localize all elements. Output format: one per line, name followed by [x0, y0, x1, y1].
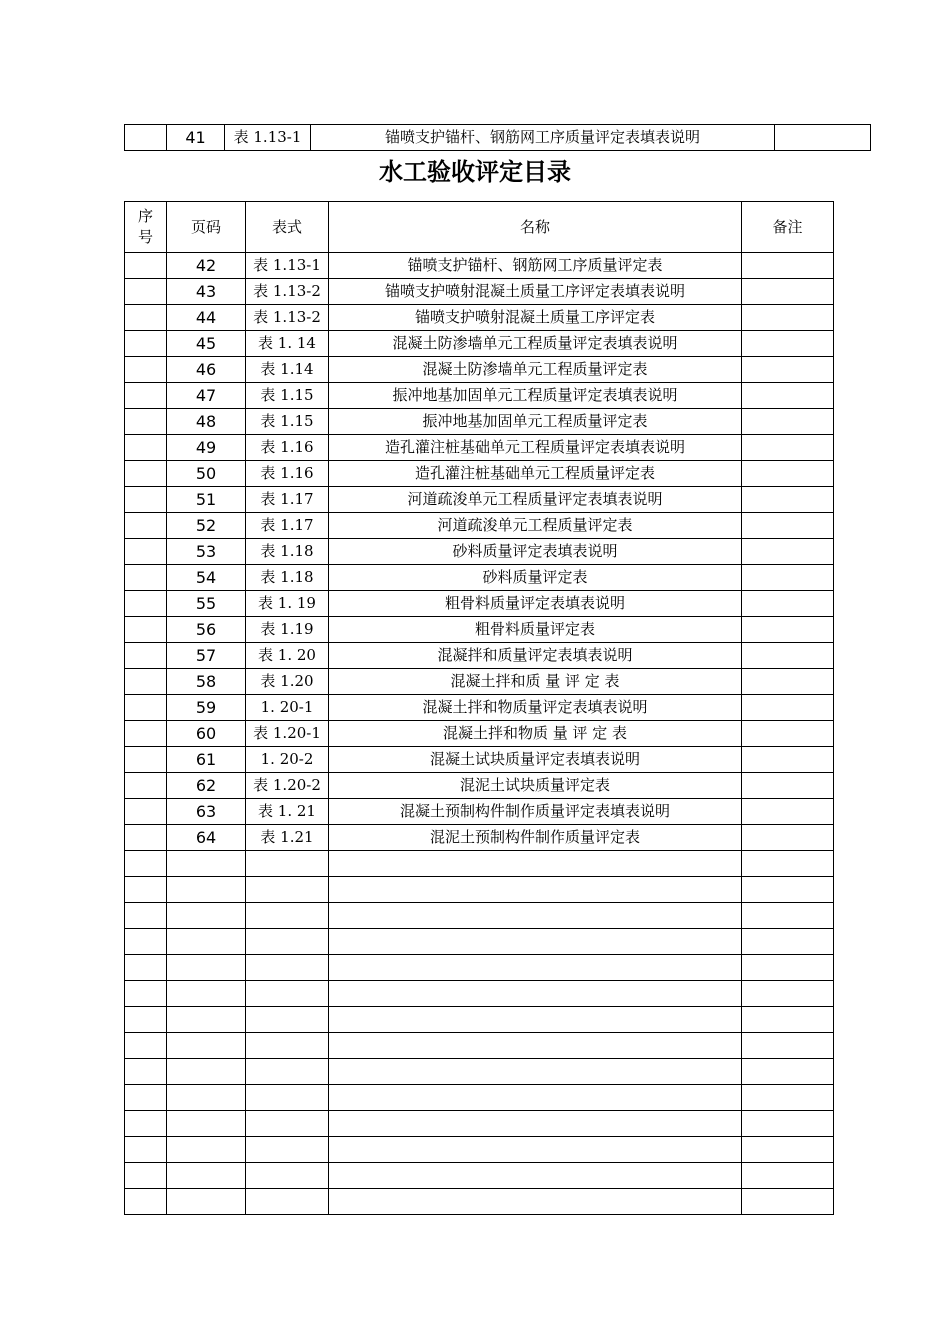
- table-row: [125, 825, 834, 851]
- empty-table-row: [125, 903, 834, 929]
- note-cell: [742, 409, 834, 435]
- form-cell: 表 1. 19: [246, 591, 329, 617]
- page-cell: 41: [167, 125, 225, 151]
- name-cell: 混凝土防渗墙单元工程质量评定表填表说明: [329, 331, 742, 357]
- note-cell: [742, 305, 834, 331]
- header-seq-line-1: 序: [137, 207, 153, 225]
- name-cell: 造孔灌注桩基础单元工程质量评定表填表说明: [329, 435, 742, 461]
- empty-cell: [246, 1033, 329, 1059]
- note-cell: [742, 513, 834, 539]
- page-cell: 64: [167, 825, 246, 851]
- form-cell: 表 1.13-2: [246, 279, 329, 305]
- seq-cell: [125, 721, 167, 747]
- empty-table-row: [125, 955, 834, 981]
- empty-cell: [742, 1189, 834, 1215]
- empty-cell: [329, 1137, 742, 1163]
- empty-cell: [329, 903, 742, 929]
- empty-table-row: [125, 1163, 834, 1189]
- note-cell: [742, 539, 834, 565]
- name-cell: 混凝土试块质量评定表填表说明: [329, 747, 742, 773]
- empty-cell: [246, 955, 329, 981]
- empty-cell: [246, 1059, 329, 1085]
- seq-cell: [125, 643, 167, 669]
- empty-cell: [329, 1085, 742, 1111]
- page-cell: 44: [167, 305, 246, 331]
- empty-cell: [167, 877, 246, 903]
- empty-cell: [742, 1059, 834, 1085]
- empty-cell: [167, 1137, 246, 1163]
- note-cell: [742, 773, 834, 799]
- empty-cell: [125, 981, 167, 1007]
- form-cell: 表 1. 21: [246, 799, 329, 825]
- seq-cell: [125, 409, 167, 435]
- form-cell: 表 1.17: [246, 487, 329, 513]
- empty-cell: [246, 1111, 329, 1137]
- page-cell: 58: [167, 669, 246, 695]
- table-row: [125, 643, 834, 669]
- empty-table-row: [125, 1137, 834, 1163]
- form-cell: 表 1. 20: [246, 643, 329, 669]
- note-cell: [742, 331, 834, 357]
- catalog-table: [124, 201, 834, 1215]
- empty-cell: [167, 929, 246, 955]
- table-row: [125, 461, 834, 487]
- seq-cell: [125, 305, 167, 331]
- empty-table-row: [125, 1085, 834, 1111]
- table-row: [125, 773, 834, 799]
- page-cell: 47: [167, 383, 246, 409]
- note-cell: [742, 253, 834, 279]
- empty-cell: [167, 1111, 246, 1137]
- name-cell: 混凝土预制构件制作质量评定表填表说明: [329, 799, 742, 825]
- table-row: [125, 513, 834, 539]
- form-cell: 表 1.13-2: [246, 305, 329, 331]
- table-row: [125, 721, 834, 747]
- empty-cell: [742, 1137, 834, 1163]
- note-cell: [742, 461, 834, 487]
- table-row: [125, 669, 834, 695]
- empty-cell: [246, 981, 329, 1007]
- header-form: 表式: [246, 202, 329, 253]
- empty-table-row: [125, 1033, 834, 1059]
- empty-cell: [246, 851, 329, 877]
- empty-cell: [246, 1189, 329, 1215]
- empty-cell: [167, 1059, 246, 1085]
- name-cell: 造孔灌注桩基础单元工程质量评定表: [329, 461, 742, 487]
- table-row: [125, 279, 834, 305]
- form-cell: 1. 20-1: [246, 695, 329, 721]
- page-cell: 59: [167, 695, 246, 721]
- seq-cell: [125, 357, 167, 383]
- empty-cell: [167, 1085, 246, 1111]
- empty-cell: [742, 1007, 834, 1033]
- page-cell: 52: [167, 513, 246, 539]
- note-cell: [775, 125, 871, 151]
- form-cell: 表 1.20-2: [246, 773, 329, 799]
- seq-cell: [125, 617, 167, 643]
- table-row: [125, 125, 871, 151]
- page-cell: 61: [167, 747, 246, 773]
- table-row: [125, 565, 834, 591]
- seq-cell: [125, 539, 167, 565]
- empty-cell: [125, 955, 167, 981]
- name-cell: 混凝土防渗墙单元工程质量评定表: [329, 357, 742, 383]
- seq-cell: [125, 565, 167, 591]
- page-cell: 56: [167, 617, 246, 643]
- form-cell: 表 1. 14: [246, 331, 329, 357]
- note-cell: [742, 357, 834, 383]
- name-cell: 混泥土试块质量评定表: [329, 773, 742, 799]
- empty-cell: [125, 1085, 167, 1111]
- table-row: [125, 617, 834, 643]
- form-cell: 表 1.18: [246, 539, 329, 565]
- table-row: [125, 305, 834, 331]
- page-title: 水工验收评定目录: [379, 158, 571, 186]
- note-cell: [742, 435, 834, 461]
- page-cell: 49: [167, 435, 246, 461]
- note-cell: [742, 617, 834, 643]
- empty-cell: [125, 903, 167, 929]
- name-cell: 砂料质量评定表填表说明: [329, 539, 742, 565]
- empty-cell: [125, 1189, 167, 1215]
- empty-cell: [742, 851, 834, 877]
- empty-table-row: [125, 929, 834, 955]
- empty-cell: [167, 1189, 246, 1215]
- header-seq: [125, 202, 167, 253]
- table-row: [125, 383, 834, 409]
- name-cell: 混凝土拌和质 量 评 定 表: [329, 669, 742, 695]
- note-cell: [742, 591, 834, 617]
- empty-cell: [125, 1163, 167, 1189]
- empty-cell: [742, 1163, 834, 1189]
- page-cell: 55: [167, 591, 246, 617]
- seq-cell: [125, 799, 167, 825]
- page-cell: 54: [167, 565, 246, 591]
- empty-table-row: [125, 1189, 834, 1215]
- note-cell: [742, 721, 834, 747]
- empty-cell: [125, 1059, 167, 1085]
- empty-table-row: [125, 981, 834, 1007]
- empty-cell: [329, 1189, 742, 1215]
- name-cell: 砂料质量评定表: [329, 565, 742, 591]
- seq-cell: [125, 695, 167, 721]
- page-cell: 62: [167, 773, 246, 799]
- empty-cell: [246, 877, 329, 903]
- name-cell: 混凝土拌和物质量评定表填表说明: [329, 695, 742, 721]
- page-cell: 45: [167, 331, 246, 357]
- empty-cell: [246, 1007, 329, 1033]
- seq-cell: [125, 435, 167, 461]
- page-cell: 43: [167, 279, 246, 305]
- note-cell: [742, 383, 834, 409]
- empty-cell: [125, 1007, 167, 1033]
- header-page: 页码: [167, 202, 246, 253]
- previous-page-row-table: [124, 124, 871, 151]
- form-cell: 表 1.15: [246, 383, 329, 409]
- empty-cell: [125, 1137, 167, 1163]
- form-cell: 表 1.13-1: [225, 125, 311, 151]
- empty-cell: [246, 1137, 329, 1163]
- seq-cell: [125, 487, 167, 513]
- empty-cell: [167, 903, 246, 929]
- seq-cell: [125, 591, 167, 617]
- form-cell: 1. 20-2: [246, 747, 329, 773]
- seq-cell: [125, 461, 167, 487]
- seq-cell: [125, 669, 167, 695]
- name-cell: 锚喷支护锚杆、钢筋网工序质量评定表填表说明: [311, 125, 775, 151]
- page-cell: 63: [167, 799, 246, 825]
- header-row: [125, 202, 834, 253]
- name-cell: 振冲地基加固单元工程质量评定表: [329, 409, 742, 435]
- empty-cell: [167, 851, 246, 877]
- header-name: 名称: [329, 202, 742, 253]
- name-cell: 混凝土拌和物质 量 评 定 表: [329, 721, 742, 747]
- note-cell: [742, 747, 834, 773]
- empty-cell: [742, 1085, 834, 1111]
- empty-cell: [246, 929, 329, 955]
- empty-cell: [167, 955, 246, 981]
- note-cell: [742, 825, 834, 851]
- empty-cell: [742, 1111, 834, 1137]
- form-cell: 表 1.15: [246, 409, 329, 435]
- empty-cell: [246, 1085, 329, 1111]
- page-cell: 60: [167, 721, 246, 747]
- empty-cell: [125, 851, 167, 877]
- form-cell: 表 1.19: [246, 617, 329, 643]
- note-cell: [742, 695, 834, 721]
- seq-cell: [125, 383, 167, 409]
- empty-cell: [742, 877, 834, 903]
- empty-cell: [742, 929, 834, 955]
- form-cell: 表 1.20: [246, 669, 329, 695]
- empty-table-row: [125, 1059, 834, 1085]
- name-cell: 混凝拌和质量评定表填表说明: [329, 643, 742, 669]
- empty-cell: [742, 1033, 834, 1059]
- name-cell: 粗骨料质量评定表填表说明: [329, 591, 742, 617]
- table-row: [125, 539, 834, 565]
- form-cell: 表 1.16: [246, 461, 329, 487]
- empty-cell: [329, 929, 742, 955]
- page-cell: 51: [167, 487, 246, 513]
- form-cell: 表 1.17: [246, 513, 329, 539]
- note-cell: [742, 279, 834, 305]
- empty-cell: [125, 929, 167, 955]
- empty-cell: [742, 955, 834, 981]
- note-cell: [742, 799, 834, 825]
- empty-cell: [742, 981, 834, 1007]
- note-cell: [742, 565, 834, 591]
- table-row: [125, 695, 834, 721]
- seq-cell: [125, 513, 167, 539]
- name-cell: 振冲地基加固单元工程质量评定表填表说明: [329, 383, 742, 409]
- seq-cell: [125, 125, 167, 151]
- header-seq-line-2: 号: [137, 228, 153, 246]
- empty-table-row: [125, 851, 834, 877]
- empty-cell: [329, 1007, 742, 1033]
- form-cell: 表 1.14: [246, 357, 329, 383]
- empty-cell: [329, 877, 742, 903]
- empty-cell: [329, 1033, 742, 1059]
- form-cell: 表 1.13-1: [246, 253, 329, 279]
- name-cell: 锚喷支护锚杆、钢筋网工序质量评定表: [329, 253, 742, 279]
- table-row: [125, 747, 834, 773]
- empty-cell: [329, 955, 742, 981]
- page-cell: 57: [167, 643, 246, 669]
- empty-cell: [329, 1163, 742, 1189]
- empty-table-row: [125, 1007, 834, 1033]
- form-cell: 表 1.20-1: [246, 721, 329, 747]
- page-cell: 48: [167, 409, 246, 435]
- seq-cell: [125, 279, 167, 305]
- header-note: 备注: [742, 202, 834, 253]
- empty-cell: [167, 1007, 246, 1033]
- page-cell: 42: [167, 253, 246, 279]
- form-cell: 表 1.18: [246, 565, 329, 591]
- empty-cell: [329, 981, 742, 1007]
- empty-cell: [125, 1111, 167, 1137]
- table-row: [125, 409, 834, 435]
- table-row: [125, 253, 834, 279]
- empty-cell: [742, 903, 834, 929]
- name-cell: 河道疏浚单元工程质量评定表填表说明: [329, 487, 742, 513]
- empty-cell: [329, 1111, 742, 1137]
- empty-cell: [125, 877, 167, 903]
- table-row: [125, 331, 834, 357]
- note-cell: [742, 487, 834, 513]
- name-cell: 粗骨料质量评定表: [329, 617, 742, 643]
- seq-cell: [125, 825, 167, 851]
- name-cell: 河道疏浚单元工程质量评定表: [329, 513, 742, 539]
- note-cell: [742, 643, 834, 669]
- note-cell: [742, 669, 834, 695]
- empty-table-row: [125, 1111, 834, 1137]
- form-cell: 表 1.21: [246, 825, 329, 851]
- name-cell: 混泥土预制构件制作质量评定表: [329, 825, 742, 851]
- empty-cell: [246, 903, 329, 929]
- seq-cell: [125, 253, 167, 279]
- page-cell: 50: [167, 461, 246, 487]
- empty-cell: [329, 1059, 742, 1085]
- table-row: [125, 487, 834, 513]
- seq-cell: [125, 773, 167, 799]
- name-cell: 锚喷支护喷射混凝土质量工序评定表: [329, 305, 742, 331]
- form-cell: 表 1.16: [246, 435, 329, 461]
- empty-cell: [246, 1163, 329, 1189]
- page-cell: 53: [167, 539, 246, 565]
- table-row: [125, 435, 834, 461]
- empty-cell: [167, 1163, 246, 1189]
- seq-cell: [125, 747, 167, 773]
- empty-cell: [167, 981, 246, 1007]
- empty-cell: [329, 851, 742, 877]
- seq-cell: [125, 331, 167, 357]
- empty-cell: [167, 1033, 246, 1059]
- name-cell: 锚喷支护喷射混凝土质量工序评定表填表说明: [329, 279, 742, 305]
- table-row: [125, 799, 834, 825]
- page-cell: 46: [167, 357, 246, 383]
- table-row: [125, 357, 834, 383]
- empty-table-row: [125, 877, 834, 903]
- empty-cell: [125, 1033, 167, 1059]
- table-row: [125, 591, 834, 617]
